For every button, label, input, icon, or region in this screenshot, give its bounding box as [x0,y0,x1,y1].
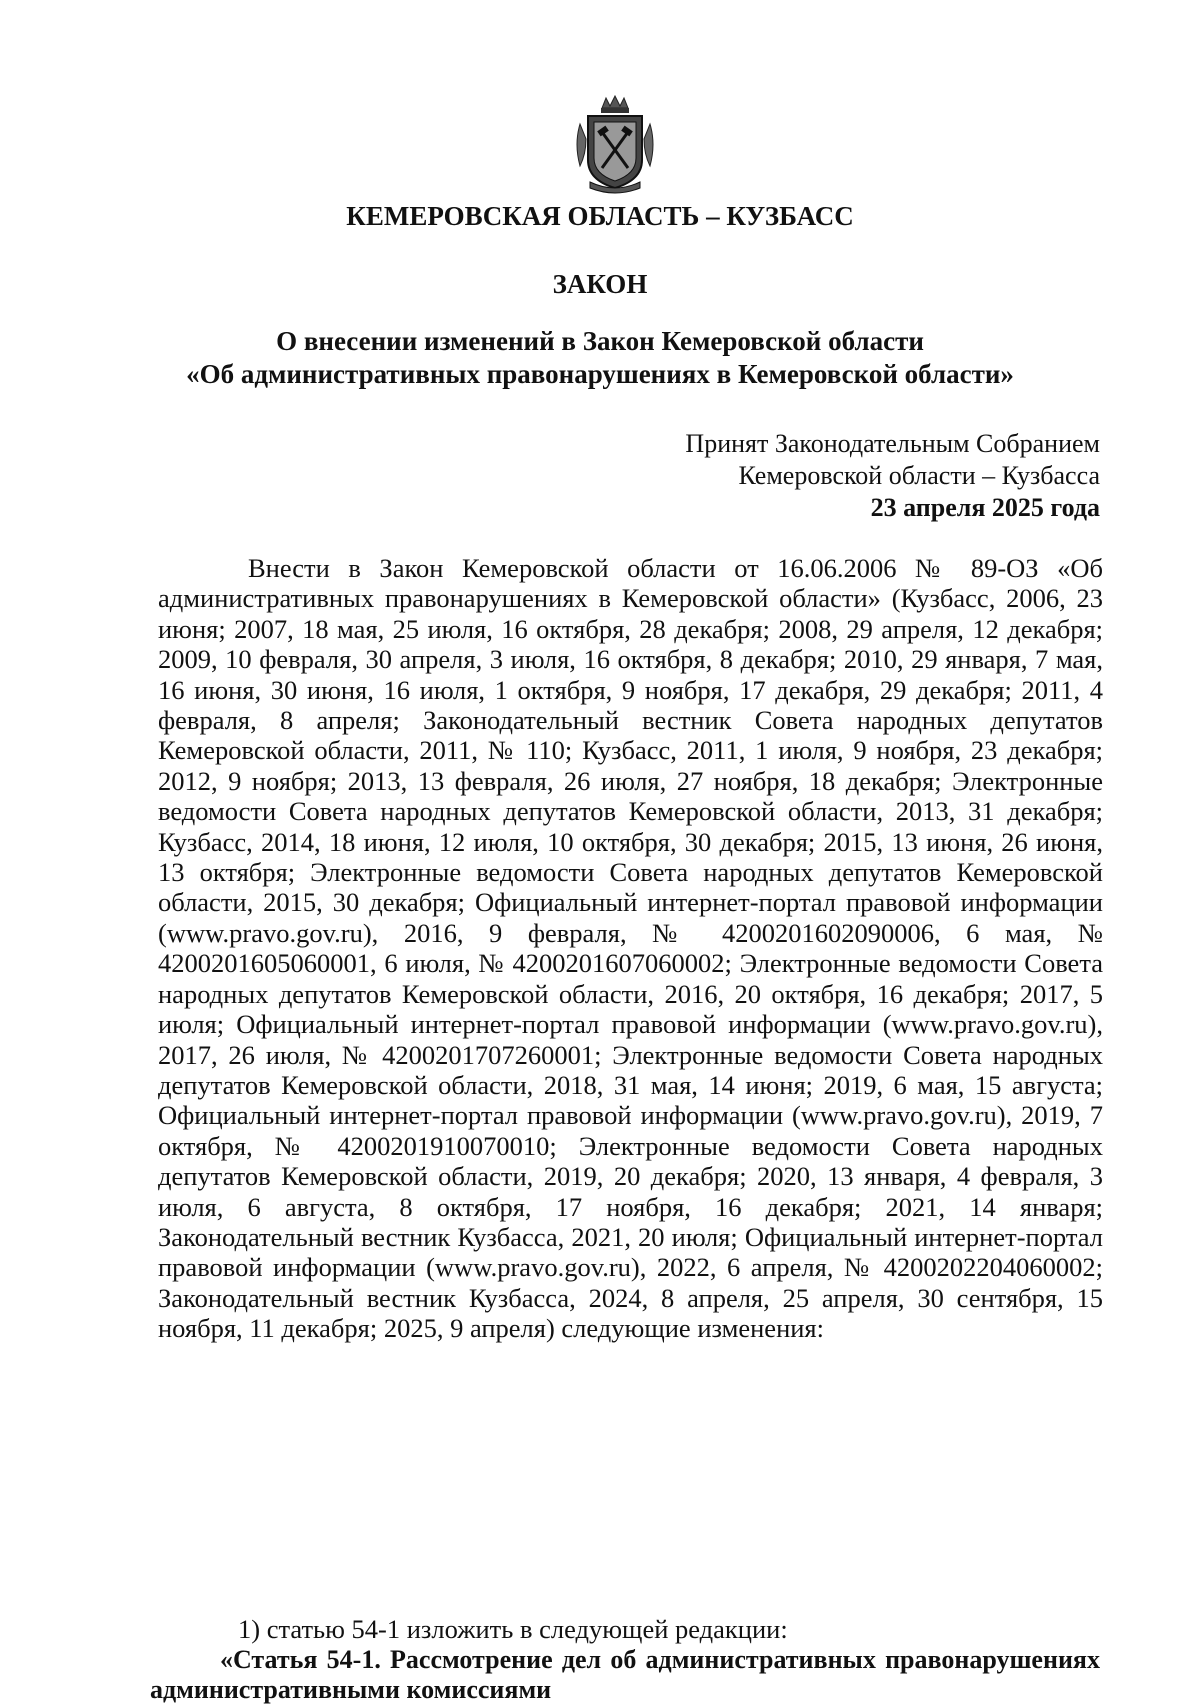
adoption-date: 23 апреля 2025 года [870,493,1100,522]
law-title-line-1: О внесении изменений в Закон Кемеровской области [276,326,924,356]
main-paragraph: Внести в Закон Кемеровской области от 16.06.2006 № 89-ОЗ «Об административных правонарушениях в Кемеровской области» (Кузбасс, 2006, 23 июня; 2007, 18 мая, 25 июля, 16 октября, 28 декабря; 2008, 29 апреля, 12 декабря; 2009, 10 февраля, 30 апреля, 3 июля, 16 октября, 8 декабря; 2010, 29 января, 7 мая, 16 июня, 30 июня, 16 июля, 1 октября, 9 ноября, 17 декабря, 29 декабря; 2011, 4 февраля, 8 апреля; Законодательный вестник Совета народных депутатов Кемеровской области, 2011, № 110; Кузбасс, 2011, 1 июля, 9 ноября, 23 декабря; 2012, 9 ноября; 2013, 13 февраля, 26 июля, 27 ноября, 18 декабря; Электронные ведомости Совета народных депутатов Кемеровской области, 2013, 31 декабря; Кузбасс, 2014, 18 июня, 12 июля, 10 октября, 30 декабря; 2015, 13 июня, 26 июня, 13 октября; Электронные ведомости Совета народных депутатов Кемеровской области, 2015, 30 декабря; Официальный интернет-портал правовой информации (www.pravo.gov.ru), 2016, 9 февраля, № 4200201602090006, 6 мая, № 4200201605060001, 6 июля, № 4200201607060002; Электронные ведомости Совета народных депутатов Кемеровской области, 2016, 20 октября, 16 декабря; 2017, 5 июля; Официальный интернет-портал правовой информации (www.pravo.gov.ru), 2017, 26 июля, № 4200201707260001; Электронные ведомости Совета народных депутатов Кемеровской области, 2018, 31 мая, 14 июня; 2019, 6 мая, 15 августа; Официальный интернет-портал правовой информации (www.pravo.gov.ru), 2019, 7 октября, № 4200201910070010; Электронные ведомости Совета народных депутатов Кемеровской области, 2019, 20 декабря; 2020, 13 января, 4 февраля, 3 июля, 6 августа, 8 октября, 17 ноября, 16 декабря; 2021, 14 января; Законодательный вестник Кузбасса, 2021, 20 июля; Официальный интернет-портал правовой информации (www.pravo.gov.ru), 2022, 6 апреля, № 4200202204060002; Законодательный вестник Кузбасса, 2024, 8 апреля, 25 апреля, 30 сентября, 15 ноября, 11 декабря; 2025, 9 апреля) следующие изменения: [158,553,1103,1344]
document-type: ЗАКОН [552,269,648,299]
article-heading: «Статья 54-1. Рассмотрение дел об административных правонарушениях административными комиссиями [150,1645,1100,1704]
adopted-by-line-2: Кемеровской области – Кузбасса [738,461,1100,490]
law-title-line-2: «Об административных правонарушениях в Кемеровской области» [186,359,1014,389]
adopted-by-line-1: Принят Законодательным Собранием [685,429,1100,458]
kemerovo-coat-of-arms-icon [572,94,658,194]
region-title: КЕМЕРОВСКАЯ ОБЛАСТЬ – КУЗБАСС [346,201,854,231]
amendment-item-1: 1) статью 54-1 изложить в следующей редакции: [238,1614,788,1644]
